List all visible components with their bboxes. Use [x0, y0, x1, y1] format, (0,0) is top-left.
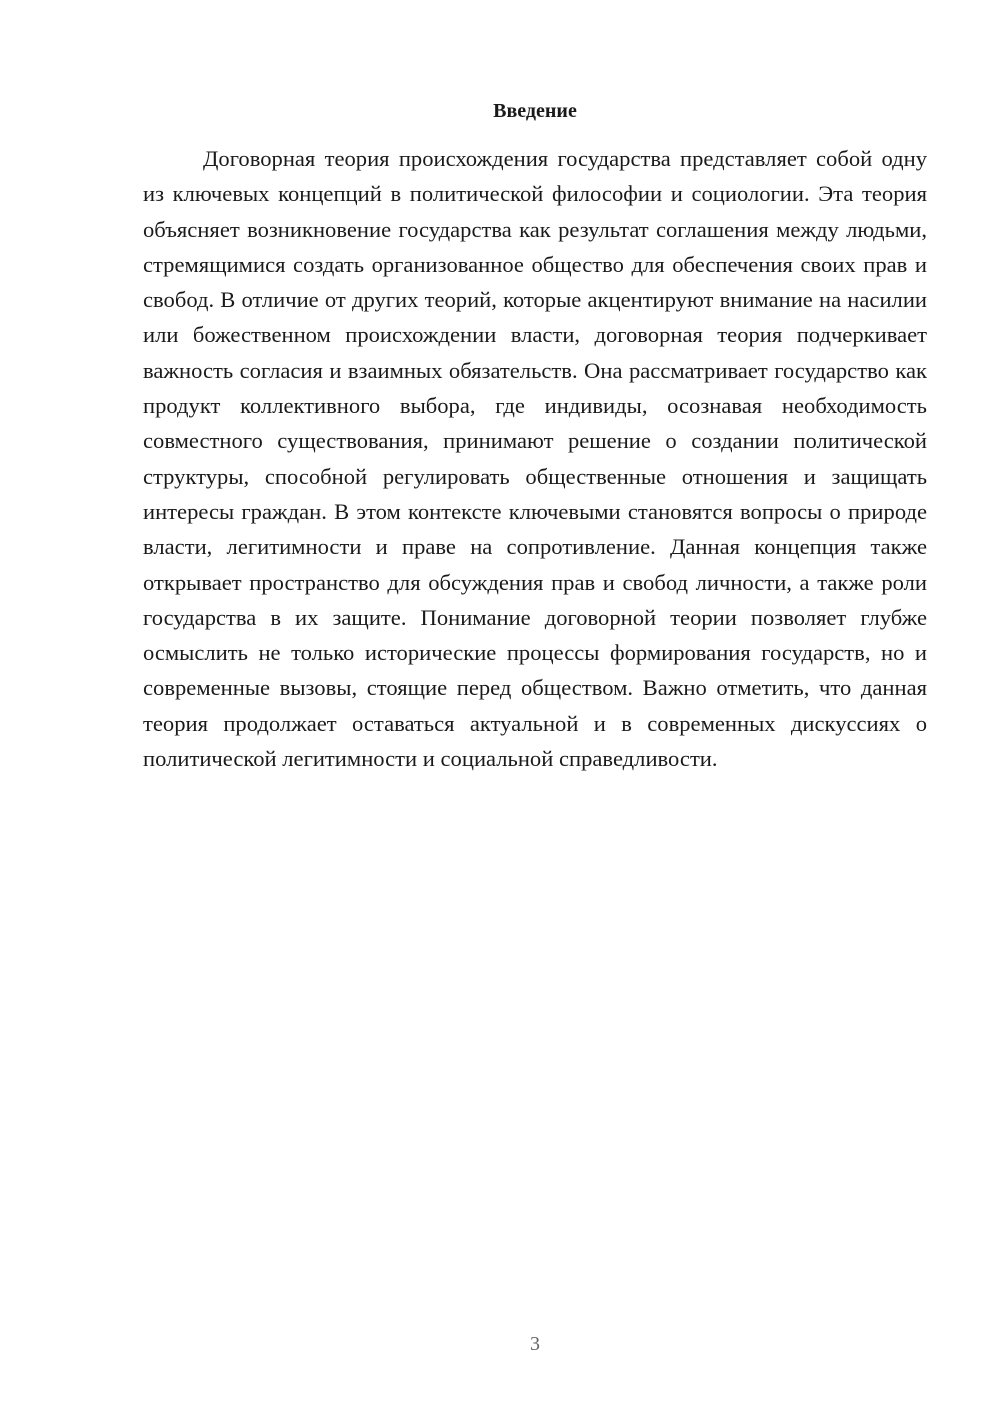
page-number: 3: [530, 1333, 540, 1355]
body-paragraph: Договорная теория происхождения государства представляет собой одну из ключевых концепций в политической философии и социологии. Эта теория объясняет возникновение государства как результат соглашения между людьми, стремящимися создать организованное общество для обеспечения своих прав и свобод. В отличие от других теорий, которые акцентируют внимание на насилии или божественном происхождении власти, договорная теория подчеркивает важность согласия и взаимных обязательств. Она рассматривает государство как продукт коллективного выбора, где индивиды, осознавая необходимость совместного существования, принимают решение о создании политической структуры, способной регулировать общественные отношения и защищать интересы граждан. В этом контексте ключевыми становятся вопросы о природе власти, легитимности и праве на сопротивление. Данная концепция также открывает пространство для обсуждения прав и свобод личности, а также роли государства в их защите. Понимание договорной теории позволяет глубже осмыслить не только исторические процессы формирования государств, но и современные вызовы, стоящие перед обществом. Важно отметить, что данная теория продолжает оставаться актуальной и в современных дискуссиях о политической легитимности и социальной справедливости.: [143, 146, 927, 772]
section-heading: Введение: [493, 100, 577, 122]
